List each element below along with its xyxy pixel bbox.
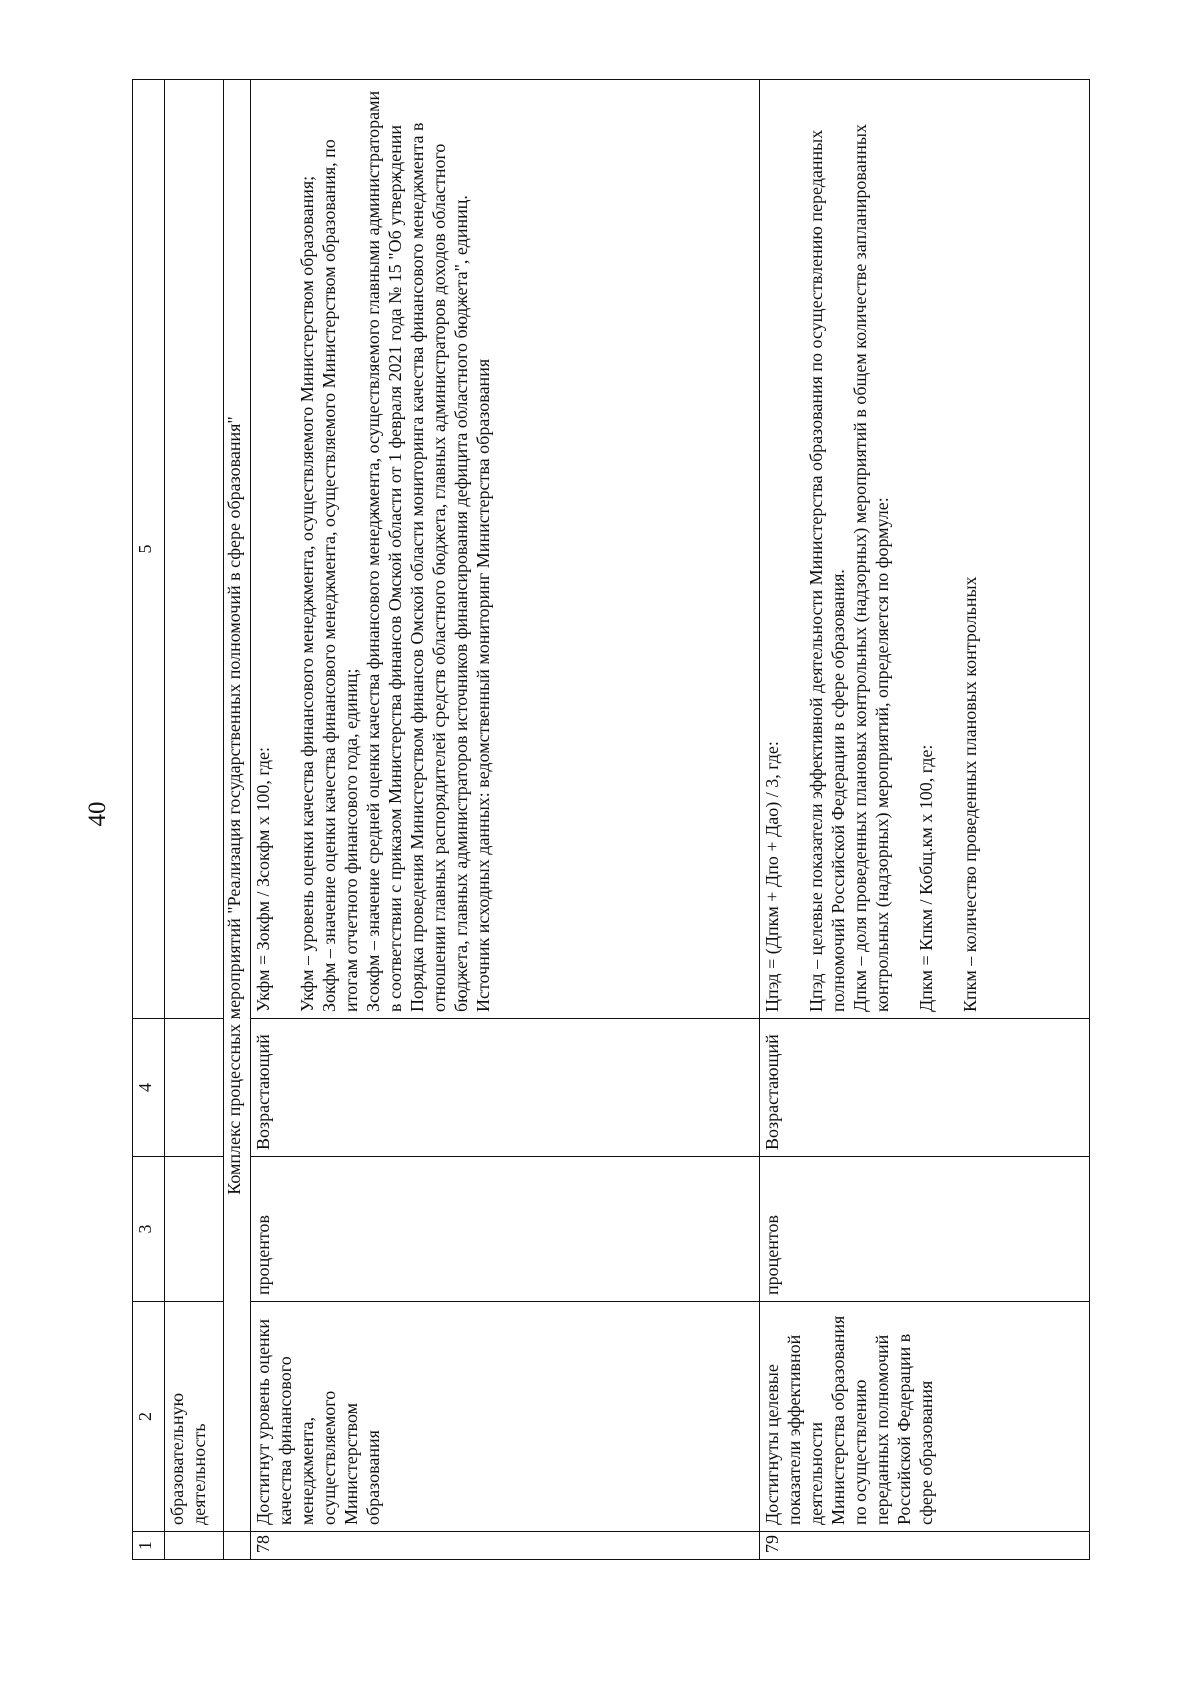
cell-empty bbox=[165, 1019, 224, 1157]
definition: Цпэд – целевые показатели эффективной деятельности Министерства образования по осуществлению переданных полномочий Российской Федерации в сфере образования. bbox=[805, 129, 848, 1012]
rotated-table-wrapper bbox=[132, 80, 1090, 1560]
row-number: 79 bbox=[760, 1532, 1090, 1560]
unit: процентов bbox=[251, 1157, 760, 1302]
definition: Зсокфм – значение средней оценки качества финансового менеджмента, осуществляемого главными администраторами в соответствии с приказом Министерства финансов Омской области от 1 февраля 2021 года № 15 "Об утверждении Порядка проведения Министерством финансов Омской области мониторинга качества финансового менеджмента в отношении главных распорядителей средств областного бюджета, главных администраторов доходов областного бюджета, главных администраторов источников финансирования дефицита областного бюджета", единиц. bbox=[362, 90, 471, 1012]
calculation-method bbox=[760, 80, 1090, 1019]
header-cell-3: 3 bbox=[133, 1157, 165, 1302]
unit: процентов bbox=[760, 1157, 1090, 1302]
data-source: Источник исходных данных: ведомственный мониторинг Министерства образования bbox=[472, 358, 493, 1012]
formula: Цпэд = (Дпкм + Дпо + Дао) / 3, где: bbox=[762, 741, 782, 1012]
table-row bbox=[760, 80, 1090, 1560]
cell-empty bbox=[224, 1532, 251, 1560]
calculation-method bbox=[251, 80, 760, 1019]
header-cell-1: 1 bbox=[133, 1532, 165, 1560]
cell-empty bbox=[165, 80, 224, 1019]
section-title: Комплекс процессных мероприятий "Реализация государственных полномочий в сфере образования" bbox=[224, 80, 251, 1532]
header-cell-2: 2 bbox=[133, 1302, 165, 1532]
header-cell-5: 5 bbox=[133, 80, 165, 1019]
row-number: 78 bbox=[251, 1532, 760, 1560]
cell-empty bbox=[165, 1157, 224, 1302]
cell-empty bbox=[165, 1532, 224, 1560]
page-number: 40 bbox=[84, 801, 111, 827]
cell-name: образовательную деятельность bbox=[165, 1302, 224, 1532]
formula: Дпкм = Кпкм / Кобщ.км x 100, где: bbox=[915, 744, 936, 1012]
indicator-name: Достигнут уровень оценки качества финансового менеджмента, осуществляемого Министерством образования bbox=[251, 1302, 760, 1532]
definition: Укфм – уровень оценки качества финансового менеджмента, осуществляемого Министерством образования; bbox=[296, 175, 317, 1012]
definition: Кпкм – количество проведенных плановых контрольных bbox=[959, 576, 980, 1012]
table-row bbox=[251, 80, 760, 1560]
definition: Зокфм – значение оценки качества финансового менеджмента, осуществляемого Министерством образования, по итогам отчетного финансового года, единиц; bbox=[318, 139, 361, 1012]
indicator-name: Достигнуты целевые показатели эффективной деятельности Министерства образования по осуществлению переданных полномочий Российской Федерации в сфере образования bbox=[760, 1302, 1090, 1532]
indicator-table bbox=[132, 79, 1090, 1560]
formula: Укфм = Зокфм / Зсокфм x 100, где: bbox=[253, 746, 273, 1012]
header-row bbox=[133, 80, 165, 1560]
table-row-continuation bbox=[165, 80, 224, 1560]
definition: Дпкм – доля проведенных плановых контрольных (надзорных) мероприятий в общем количестве запланированных контрольных (надзорных) мероприятий, определяется по формуле: bbox=[849, 123, 892, 1012]
section-row bbox=[224, 80, 251, 1560]
header-cell-4: 4 bbox=[133, 1019, 165, 1157]
direction: Возрастающий bbox=[760, 1019, 1090, 1157]
direction: Возрастающий bbox=[251, 1019, 760, 1157]
